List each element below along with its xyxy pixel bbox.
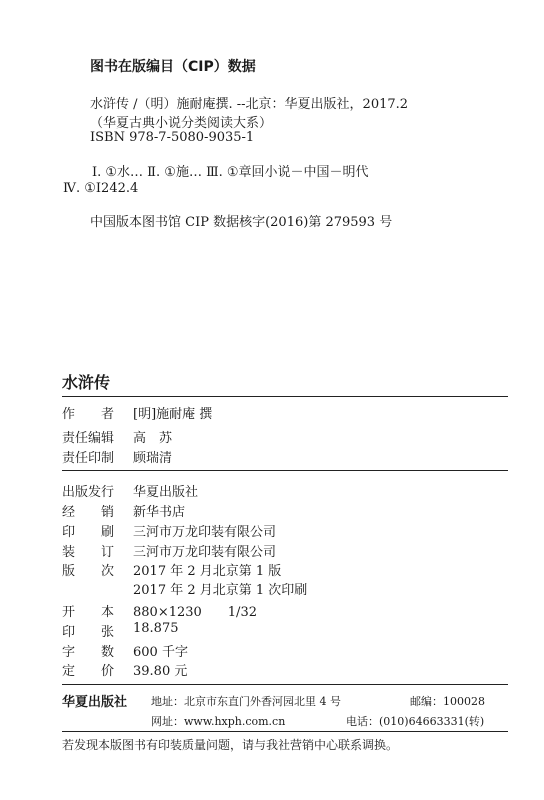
title-divider	[62, 396, 508, 397]
detail-value-printing: 2017 年 2 月北京第 1 次印刷	[133, 583, 308, 598]
detail-label-sheets: 印 张	[62, 625, 115, 640]
detail-value-binder: 三河市万龙印装有限公司	[133, 545, 277, 560]
detail-value-price: 39.80 元	[133, 664, 188, 679]
credit-value-print-supervisor: 顾瑞清	[133, 451, 173, 466]
detail-value-publisher: 华夏出版社	[133, 485, 199, 500]
credit-value-editor: 高 苏	[133, 431, 173, 446]
details-divider	[62, 684, 508, 685]
detail-label-printer: 印 刷	[62, 525, 115, 540]
detail-value-sheets: 18.875	[133, 621, 179, 636]
cip-bibliographic-line: 水浒传 /（明）施耐庵撰. --北京：华夏出版社，2017.2	[90, 97, 409, 112]
detail-value-edition: 2017 年 2 月北京第 1 版	[133, 564, 282, 579]
credit-value-author: [明]施耐庵 撰	[133, 407, 213, 422]
detail-value-distributor: 新华书店	[133, 505, 186, 520]
quality-notice: 若发现本版图书有印装质量问题，请与我社营销中心联系调换。	[62, 738, 399, 752]
credit-label-author: 作 者	[62, 407, 115, 422]
publisher-website: 网址：www.hxph.com.cn	[151, 715, 286, 728]
detail-label-distributor: 经 销	[62, 505, 115, 520]
detail-label-format: 开 本	[62, 605, 115, 620]
detail-label-binder: 装 订	[62, 545, 115, 560]
publisher-phone: 电话：(010)64663331(转)	[346, 715, 485, 728]
cip-verification-number: 中国版本图书馆 CIP 数据核字(2016)第 279593 号	[90, 215, 393, 230]
detail-label-publisher: 出版发行	[62, 485, 115, 500]
publisher-address: 地址：北京市东直门外香河园北里 4 号	[151, 695, 341, 708]
cip-classification-line: Ⅰ. ①水… Ⅱ. ①施… Ⅲ. ①章回小说－中国－明代	[92, 165, 369, 180]
cip-classification-line-2: Ⅳ. ①I242.4	[63, 181, 139, 196]
footer-divider	[62, 731, 508, 732]
detail-value-word-count: 600 千字	[133, 645, 188, 660]
cip-isbn: ISBN 978-7-5080-9035-1	[90, 130, 255, 145]
cip-heading: 图书在版编目（CIP）数据	[90, 59, 256, 75]
detail-label-edition: 版 次	[62, 564, 115, 579]
book-title: 水浒传	[62, 373, 111, 392]
publisher-name: 华夏出版社	[62, 695, 128, 710]
publisher-postcode: 邮编：100028	[410, 695, 485, 708]
cip-series-line: （华夏古典小说分类阅读大系）	[90, 116, 273, 131]
detail-label-price: 定 价	[62, 664, 115, 679]
detail-label-word-count: 字 数	[62, 645, 115, 660]
credits-divider	[62, 470, 508, 471]
credit-label-editor: 责任编辑	[62, 431, 115, 446]
detail-value-format: 880×1230 1/32	[133, 605, 257, 620]
credit-label-print-supervisor: 责任印制	[62, 451, 115, 466]
detail-value-printer: 三河市万龙印装有限公司	[133, 525, 277, 540]
